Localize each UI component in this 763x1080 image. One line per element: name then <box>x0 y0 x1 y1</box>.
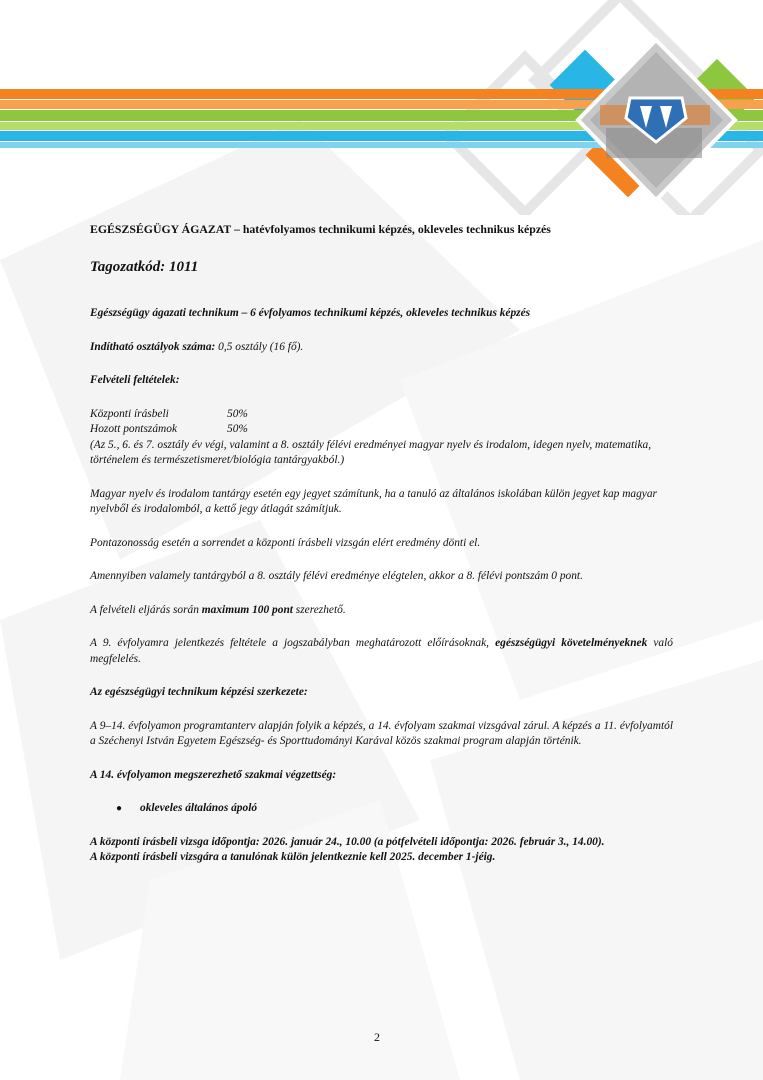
tie-rule-paragraph: Pontazonosság esetén a sorrendet a központi írásbeli vizsgán elért eredmény dönti el. <box>90 536 481 549</box>
page-heading: EGÉSZSÉGÜGY ÁGAZAT – hatévfolyamos technikumi képzés, okleveles technikus képzés <box>90 222 551 236</box>
score-label: Hozott pontszámok <box>90 423 178 435</box>
classes-line <box>90 340 673 356</box>
score-label: Központi írásbeli <box>90 407 169 420</box>
max-points-text: A felvételi eljárás során <box>90 603 202 616</box>
structure-paragraph: A 9–14. évfolyamon programtanterv alapján folyik a képzés, a 14. évfolyam szakmai vizsgával zárul. A képzés a 11. évfolyamtól a Széchenyi István Egyetem Egészség- és Sporttudományi Karával közös szakmai program alapján történik. <box>90 719 673 747</box>
qualification-heading: A 14. évfolyamon megszerezhető szakmai végzettség: <box>90 768 337 781</box>
exam-date: A központi írásbeli vizsga időpontja: 2026. január 24., 10.00 (a pótfelvételi időpontja: 2026. február 3., 14.00). <box>90 835 605 848</box>
bullet-icon: ● <box>116 803 123 814</box>
max-points-suffix: szerezhető. <box>292 603 346 616</box>
header-decoration <box>0 0 763 215</box>
fail-rule-paragraph: Amennyiben valamely tantárgyból a 8. osztály félévi eredménye elégtelen, akkor a 8. félévi pontszám 0 pont. <box>90 570 583 582</box>
health-req-suffix: való megfelelés. <box>90 637 673 665</box>
health-req-text: A 9. évfolyamra jelentkezés feltétele a jogszabályban meghatározott előírásoknak, <box>90 637 496 649</box>
score-note: (Az 5., 6. és 7. osztály év végi, valamint a 8. osztály félévi eredményei magyar nyelv és irodalom, idegen nyelv, matematika, történelem és természetismeret/biológia tantárgyakból.) <box>90 438 652 466</box>
qualification-item: okleveles általános ápoló <box>140 802 258 814</box>
score-row <box>90 407 673 423</box>
score-value: 50% <box>227 423 248 435</box>
health-requirement-paragraph <box>90 636 673 667</box>
program-subtitle: Egészségügy ágazati technikum – 6 évfolyamos technikumi képzés, okleveles technikus képzés <box>90 307 531 319</box>
page-number: 2 <box>374 1030 380 1044</box>
admission-heading: Felvételi feltételek: <box>90 374 180 386</box>
health-req-emphasis: egészségügyi követelményeknek <box>495 637 648 649</box>
list-item <box>116 801 673 817</box>
document-body <box>90 222 673 866</box>
exam-registration: A központi írásbeli vizsgára a tanulónak külön jelentkeznie kell 2025. december 1-jéig. <box>90 851 496 863</box>
max-points-paragraph <box>90 603 673 619</box>
structure-heading: Az egészségügyi technikum képzési szerkezete: <box>90 686 308 698</box>
program-code: Tagozatkód: 1011 <box>90 258 199 275</box>
score-table <box>90 407 673 469</box>
score-value: 50% <box>227 407 248 420</box>
score-row <box>90 422 673 438</box>
classes-label: Indítható osztályok száma: <box>90 340 216 353</box>
max-points-value: maximum 100 pont <box>201 603 293 616</box>
classes-value: 0,5 osztály (16 fő). <box>215 340 304 353</box>
qualification-list <box>90 801 673 817</box>
hungarian-grade-paragraph: Magyar nyelv és irodalom tantárgy esetén egy jegyet számítunk, ha a tanuló az általános iskolában külön jegyet kap magyar nyelvből és irodalomból, a kettő jegy átlagát számítjuk. <box>90 487 657 515</box>
